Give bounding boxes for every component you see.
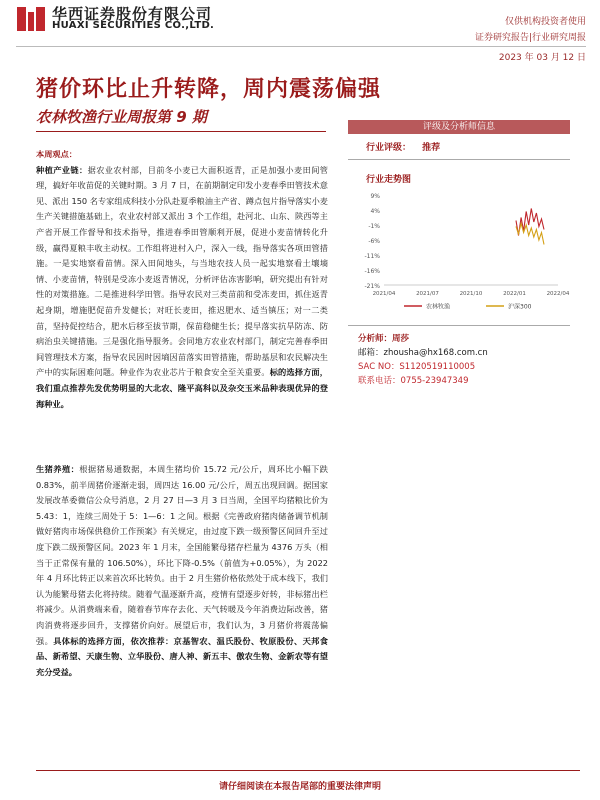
y-tick-label: -21% xyxy=(364,283,380,290)
header-divider xyxy=(16,46,586,47)
series-line xyxy=(516,224,544,245)
industry-rating xyxy=(348,134,570,159)
phone-number: 0755-23947349 xyxy=(400,376,469,386)
seed-highlight: 标的选择方面，我们重点推荐先发优势明显的大北农、隆平高科以及杂交玉米品种表现优异的登海种业。 xyxy=(36,367,328,409)
footer-divider xyxy=(36,770,580,771)
huaxi-logo-icon xyxy=(16,6,46,32)
industry-trend-chart xyxy=(348,189,570,317)
hog-section xyxy=(36,462,328,680)
sac-number: S1120519110005 xyxy=(399,362,476,372)
y-tick-label: -6% xyxy=(368,238,380,245)
phone-label: 联系电话： xyxy=(358,376,401,386)
sac-label: SAC NO： xyxy=(358,362,400,372)
y-tick-label: -11% xyxy=(364,253,380,260)
x-tick-label: 2022/01 xyxy=(503,291,526,297)
report-type: 证券研究报告|行业研究周报 xyxy=(474,33,586,43)
analyst-name: 周莎 xyxy=(392,334,410,344)
title-divider xyxy=(36,131,326,132)
company-name-cn: 华西证券股份有限公司 xyxy=(52,5,213,23)
report-date: 2023 年 03 月 12 日 xyxy=(498,53,586,63)
seed-label: 种植产业链： xyxy=(36,164,88,175)
email-row xyxy=(358,346,580,360)
hog-highlight: 具体标的选择方面，依次推荐：京基智农、温氏股份、牧原股份、天邦食品、新希望、天康生物、立华股份、唐人神、新五丰、傲农生物、金新农等有望充分受益。 xyxy=(36,635,328,677)
analyst-label: 分析师： xyxy=(358,334,393,344)
rating-label: 行业评级： xyxy=(366,143,412,153)
summary-label: 本周观点： xyxy=(36,149,77,159)
company-name-en: HUAXI SECURITIES CO.,LTD. xyxy=(52,20,215,31)
summary-section xyxy=(36,147,328,412)
hog-paragraph xyxy=(36,462,328,680)
hog-text: 根据猪易通数据，本周生猪均价 15.72 元/公斤，周环比小幅下跌 0.83%，前半周猪价逐渐走弱，周四达 16.00 元/公斤，周五出现回调。据国家发展改革委微信公众号消息，2 月 27 日—3 月 3 日当周，全国平均猪粮比价为 5.43：1，连续三周处于 5：1—6：1 之间。根据《完善政府猪肉储备调节机制 做好猪肉市场保供稳价工作预案》有关规定，由过度下跌一级预警区间回升至过度下跌二级预警区间。2023 年 1 月末，全国能繁母猪存栏量为 4376 万头（相当于正常保有量的 106.50%），环比下降-0.5%（前值为+0.05%），为 2022 年 4 月环比转正以来首次环比转负。由于 2 月生猪价格依然处于成本线下，我们认为能繁母猪去化将持续。随着气温逐渐升高，疫情有望逐步好转，非标猪出栏将减少。从消费端来看，随着春节库存去化、天气转暖及今年消费边际改善，猪肉消费将逐步回升，支撑猪价向好。展望后市，我们认为，3 月猪价将震荡偏强。 xyxy=(36,464,328,646)
x-tick-label: 2021/04 xyxy=(372,291,396,297)
y-tick-label: 9% xyxy=(370,193,380,200)
legal-disclaimer[interactable]: 请仔细阅读在本报告尾部的重要法律声明 xyxy=(218,782,381,792)
y-tick-label: -16% xyxy=(364,268,380,275)
rating-value: 推荐 xyxy=(422,143,441,153)
rating-panel xyxy=(348,120,570,326)
trend-title: 行业走势图 xyxy=(366,175,412,185)
x-tick-label: 2022/04 xyxy=(546,291,570,297)
analyst-info xyxy=(348,332,580,388)
analyst-row xyxy=(358,332,580,346)
sac-row xyxy=(358,360,580,374)
y-tick-label: -1% xyxy=(368,223,380,230)
phone-row xyxy=(358,374,580,388)
rating-divider xyxy=(348,159,570,160)
legend-label: 农林牧渔 xyxy=(426,303,451,311)
analyst-email[interactable]: zhousha@hx168.com.cn xyxy=(383,348,488,358)
y-tick-label: 4% xyxy=(370,208,380,215)
seed-text: 据农业农村部，目前冬小麦已大面积返青，正是加强小麦田间管理，搞好年收苗促的关键时期。3 月 7 日，在前期制定印发小麦春季田管技术意见、派出 150 名专家组成科技小分队赴夏季粮油主产省、蹲点包片指导落实小麦生产关键措施基础上，农业农村部又派出 3 个工作组，赴河北、山东、陕西等主产省开展工作督导和技术指导，推进春季田管顺利开展，促进小麦苗情转化升级，赢得夏粮丰收主动权。工作组将进村入户，深入一线，指导落实各项田管措施。一是实地察看苗情。深入田间地头，与当地农技人员一起实地察看土壤墒情、小麦苗情，特别是受冻小麦返青情况，分析评估冻害影响，研究提出有针对性的对策措施。二是推进科学田管。指导农民对三类苗前和受冻麦田，抓住返青起身期，增施肥促苗升发健长；对旺长麦田，推迟肥水、适当镇压；对一二类苗，坚持促控结合，肥水后移至拔节期，保苗稳健生长；提早落实抗旱防冻、防病治虫关键措施。三是强化指导服务。会同地方农业农村部门，制定完善春季田间管理技术方案，指导农民因时因墒因苗落实田管措施，帮助基层和农民解决生产中的实际困难问题。种业作为农业芯片于粮食安全至关重要。 xyxy=(36,164,328,378)
panel-header: 评级及分析师信息 xyxy=(348,120,570,134)
x-tick-label: 2021/10 xyxy=(459,291,483,297)
chart-divider xyxy=(348,325,570,326)
legend-label: 沪深300 xyxy=(508,303,532,311)
x-tick-label: 2021/07 xyxy=(416,291,439,297)
email-label: 邮箱： xyxy=(358,348,384,358)
investor-notice: 仅供机构投资者使用 xyxy=(504,17,586,27)
seed-paragraph xyxy=(36,163,328,413)
report-subtitle: 农林牧渔行业周报第 9 期 xyxy=(36,108,207,126)
report-title: 猪价环比止升转降，周内震荡偏强 xyxy=(36,77,382,102)
hog-label: 生猪养殖： xyxy=(36,464,80,474)
